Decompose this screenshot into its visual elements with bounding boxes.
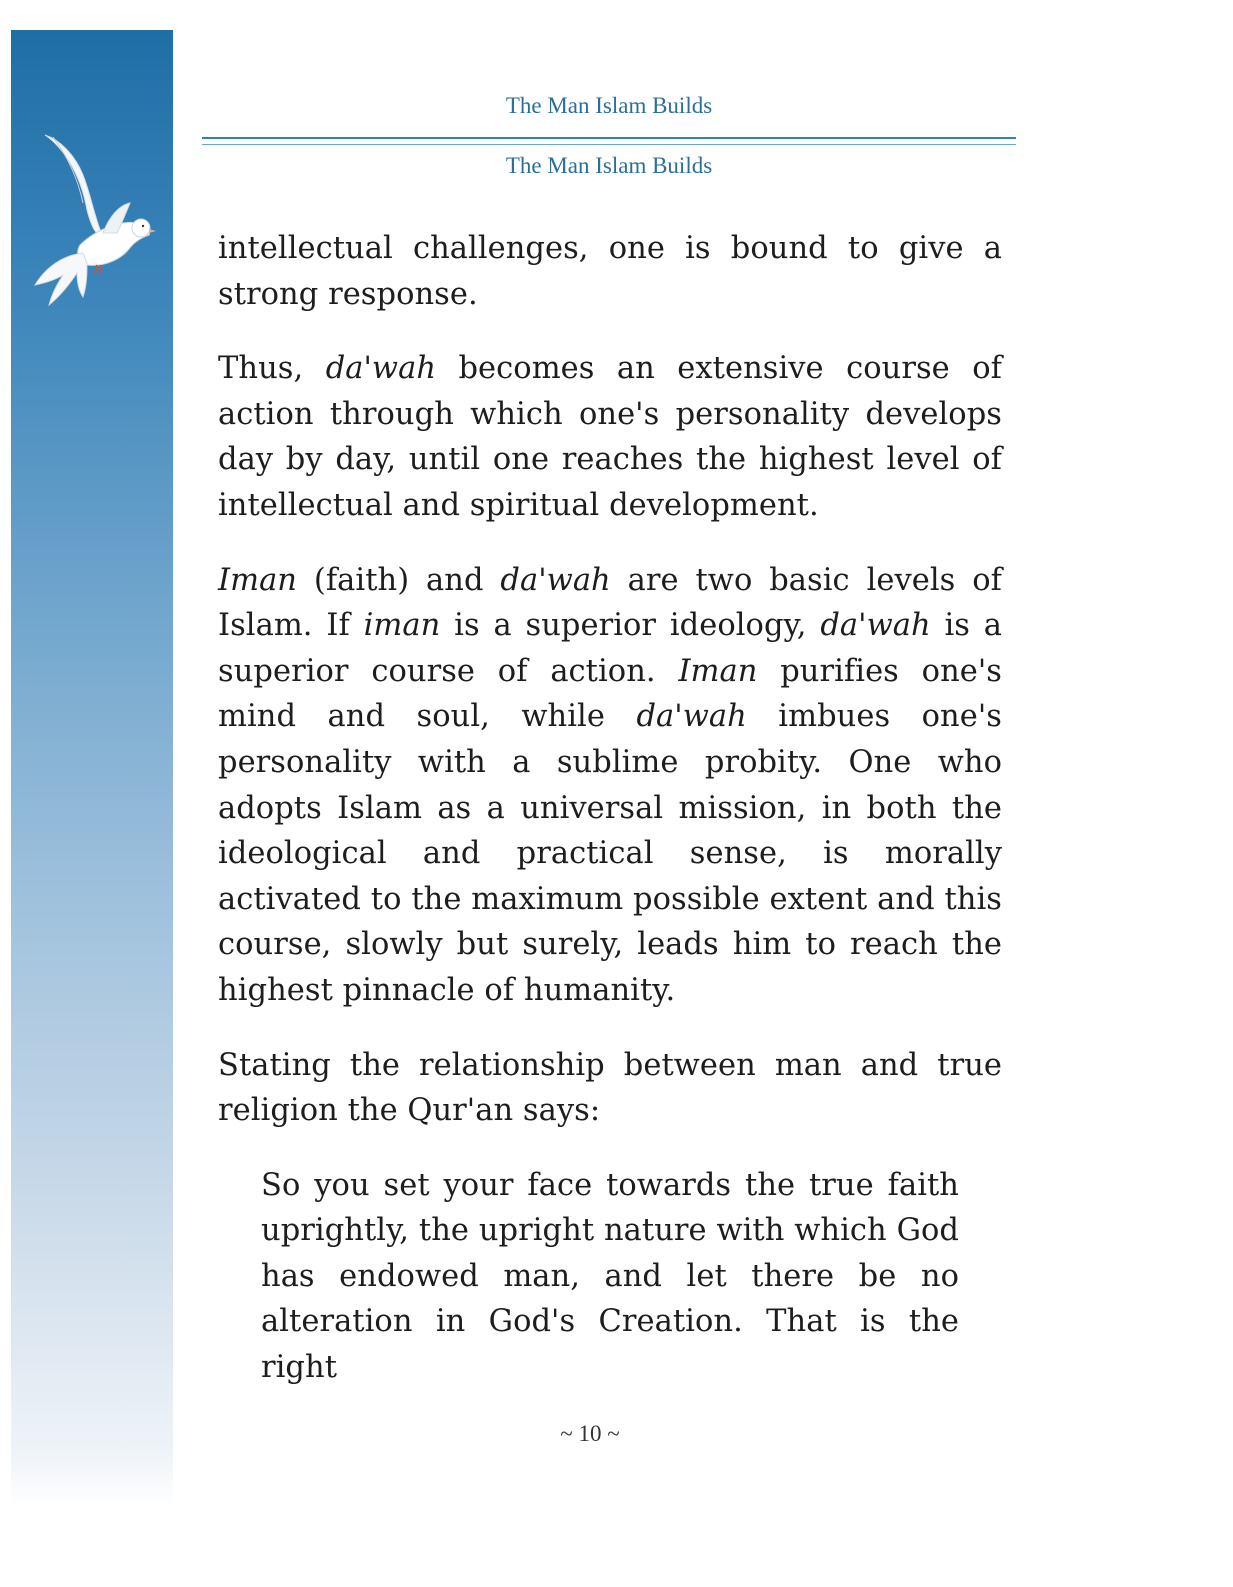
paragraph-4-text: Stating the relationship between man and true religion the Qur'an says: [218,1047,1002,1129]
page-number: ~ 10 ~ [560,1421,620,1446]
dawah-term: da'wah [636,699,747,735]
paragraph-3-text-a: (faith) and [297,562,501,598]
page-body-text [218,226,1002,1420]
iman-term: Iman [678,653,758,689]
block-quote-text: So you set your face towards the true faith uprightly, the upright nature with which God has endowed man, and let there be no alteration in God's Creation. That is the right [261,1167,959,1386]
paragraph-4 [218,1043,1002,1134]
header-rule-thin [202,144,1016,145]
paragraph-3-text-b: are two basic levels of Islam. If [218,562,1002,644]
paragraph-3-text-d: is a superior course of action. [218,608,1003,689]
iman-term: iman [363,608,441,644]
iman-term: Iman [218,562,297,598]
paragraph-2 [218,346,1002,528]
block-quote [261,1163,959,1391]
paragraph-3-text-f: imbues one's personality with a sublime probity. One who adopts Islam as a universal mission, in both the ideological and practical sense, is morally activated to the maximum possible extent and this course, slowly but surely, leads him to reach the highest pinnacle of humanity. [218,699,1002,1008]
paragraph-2-text-a: Thus, [218,351,326,387]
header-rule-thick [202,137,1016,139]
paragraph-1-text: intellectual challenges, one is bound to give a strong response. [218,231,1002,312]
running-header-subtitle: The Man Islam Builds [505,153,713,178]
dawah-term: da'wah [500,562,611,598]
paragraph-3-text-c: is a superior ideology, [440,608,821,644]
dawah-term: da'wah [325,351,437,387]
dawah-term: da'wah [820,608,931,644]
paragraph-3-text-e: purifies one's mind and soul, while [218,653,1002,735]
paragraph-3 [218,558,1002,1014]
paragraph-2-text-b: becomes an extensive course of action through which one's personality develops day by day, until one reaches the highest level of intellectual and spiritual development. [218,351,1002,523]
running-header-title: The Man Islam Builds [505,93,713,118]
paragraph-1 [218,226,1002,317]
dove-icon [25,125,160,310]
